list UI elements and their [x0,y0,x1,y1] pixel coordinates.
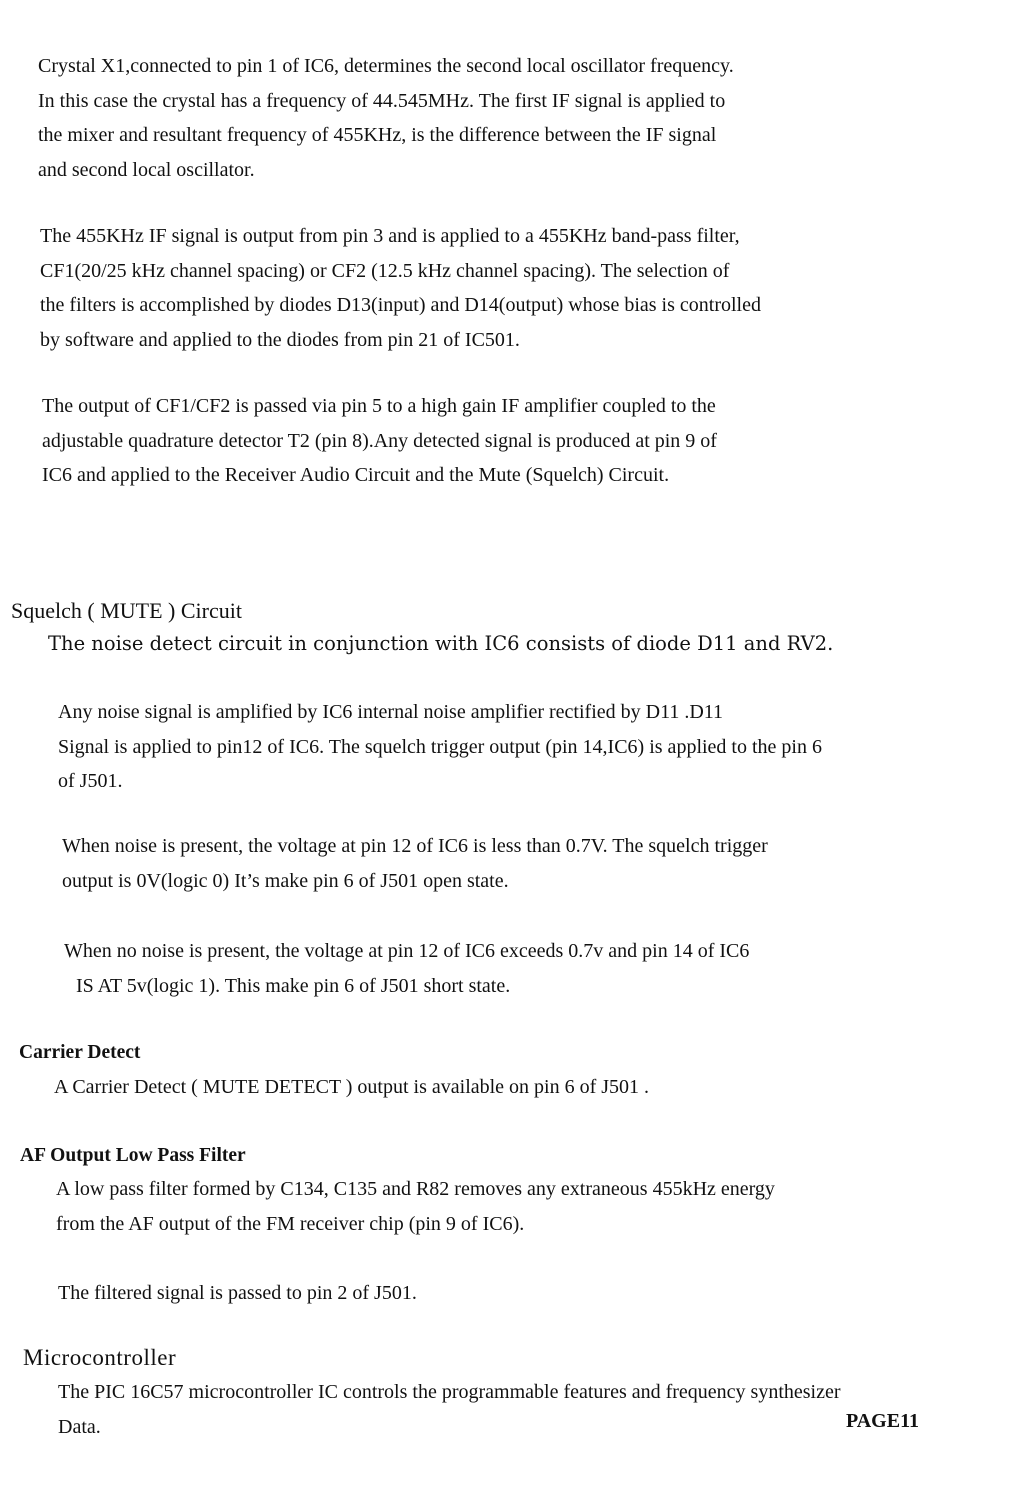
text-line: the mixer and resultant frequency of 455KHz, is the difference between the IF signal [38,124,717,146]
text-line: Signal is applied to pin12 of IC6. The squelch trigger output (pin 14,IC6) is applied to the pin 6 [58,735,822,758]
microcontroller-heading: Microcontroller [23,1345,177,1370]
text-line: Any noise signal is amplified by IC6 internal noise amplifier rectified by D11 .D11 [58,701,724,723]
text-line: CF1(20/25 kHz channel spacing) or CF2 (12.5 kHz channel spacing). The selection of [40,259,730,282]
text-line: output is 0V(logic 0) It’s make pin 6 of J501 open state. [62,869,509,892]
text-line: IS AT 5v(logic 1). This make pin 6 of J501 short state. [76,974,511,997]
page-number: PAGE11 [846,1410,919,1432]
carrier-detect-heading: Carrier Detect [19,1042,141,1063]
paragraph-af-filter [56,1172,775,1241]
squelch-intro: The noise detect circuit in conjunction with IC6 consists of diode D11 and RV2. [48,632,834,655]
text-line: Crystal X1,connected to pin 1 of IC6, determines the second local oscillator frequency. [38,55,734,77]
text-line: When no noise is present, the voltage at pin 12 of IC6 exceeds 0.7v and pin 14 of IC6 [64,940,750,962]
paragraph-second-oscillator [38,49,734,187]
text-line: the filters is accomplished by diodes D13(input) and D14(output) whose bias is controlled [40,294,761,316]
paragraph-noise-present [62,829,768,898]
af-filter-note: The filtered signal is passed to pin 2 of J501. [58,1282,417,1304]
text-line: The 455KHz IF signal is output from pin 3 and is applied to a 455KHz band-pass filter, [40,225,740,247]
text-line: adjustable quadrature detector T2 (pin 8).Any detected signal is produced at pin 9 of [42,429,717,452]
text-line: from the AF output of the FM receiver chip (pin 9 of IC6). [56,1212,525,1235]
text-line: of J501. [58,770,123,792]
paragraph-microcontroller [58,1375,841,1444]
carrier-detect-text: A Carrier Detect ( MUTE DETECT ) output is available on pin 6 of J501 . [54,1076,650,1098]
text-line: In this case the crystal has a frequency of 44.545MHz. The first IF signal is applied to [38,89,726,112]
paragraph-noise-amplified [58,695,822,799]
paragraph-if-filter [40,219,761,357]
text-line: and second local oscillator. [38,158,255,181]
text-line: The output of CF1/CF2 is passed via pin 5 to a high gain IF amplifier coupled to the [42,395,716,417]
paragraph-no-noise [64,934,749,1003]
paragraph-if-amplifier [42,389,717,493]
text-line: The PIC 16C57 microcontroller IC controls the programmable features and frequency synthesizer [58,1381,841,1403]
squelch-heading: Squelch ( MUTE ) Circuit [11,598,242,623]
text-line: Data. [58,1415,101,1438]
text-line: A low pass filter formed by C134, C135 and R82 removes any extraneous 455kHz energy [56,1178,775,1200]
text-line: IC6 and applied to the Receiver Audio Circuit and the Mute (Squelch) Circuit. [42,464,670,486]
text-line: When noise is present, the voltage at pin 12 of IC6 is less than 0.7V. The squelch trigger [62,835,768,857]
af-filter-heading: AF Output Low Pass Filter [20,1145,246,1166]
text-line: by software and applied to the diodes from pin 21 of IC501. [40,328,520,351]
